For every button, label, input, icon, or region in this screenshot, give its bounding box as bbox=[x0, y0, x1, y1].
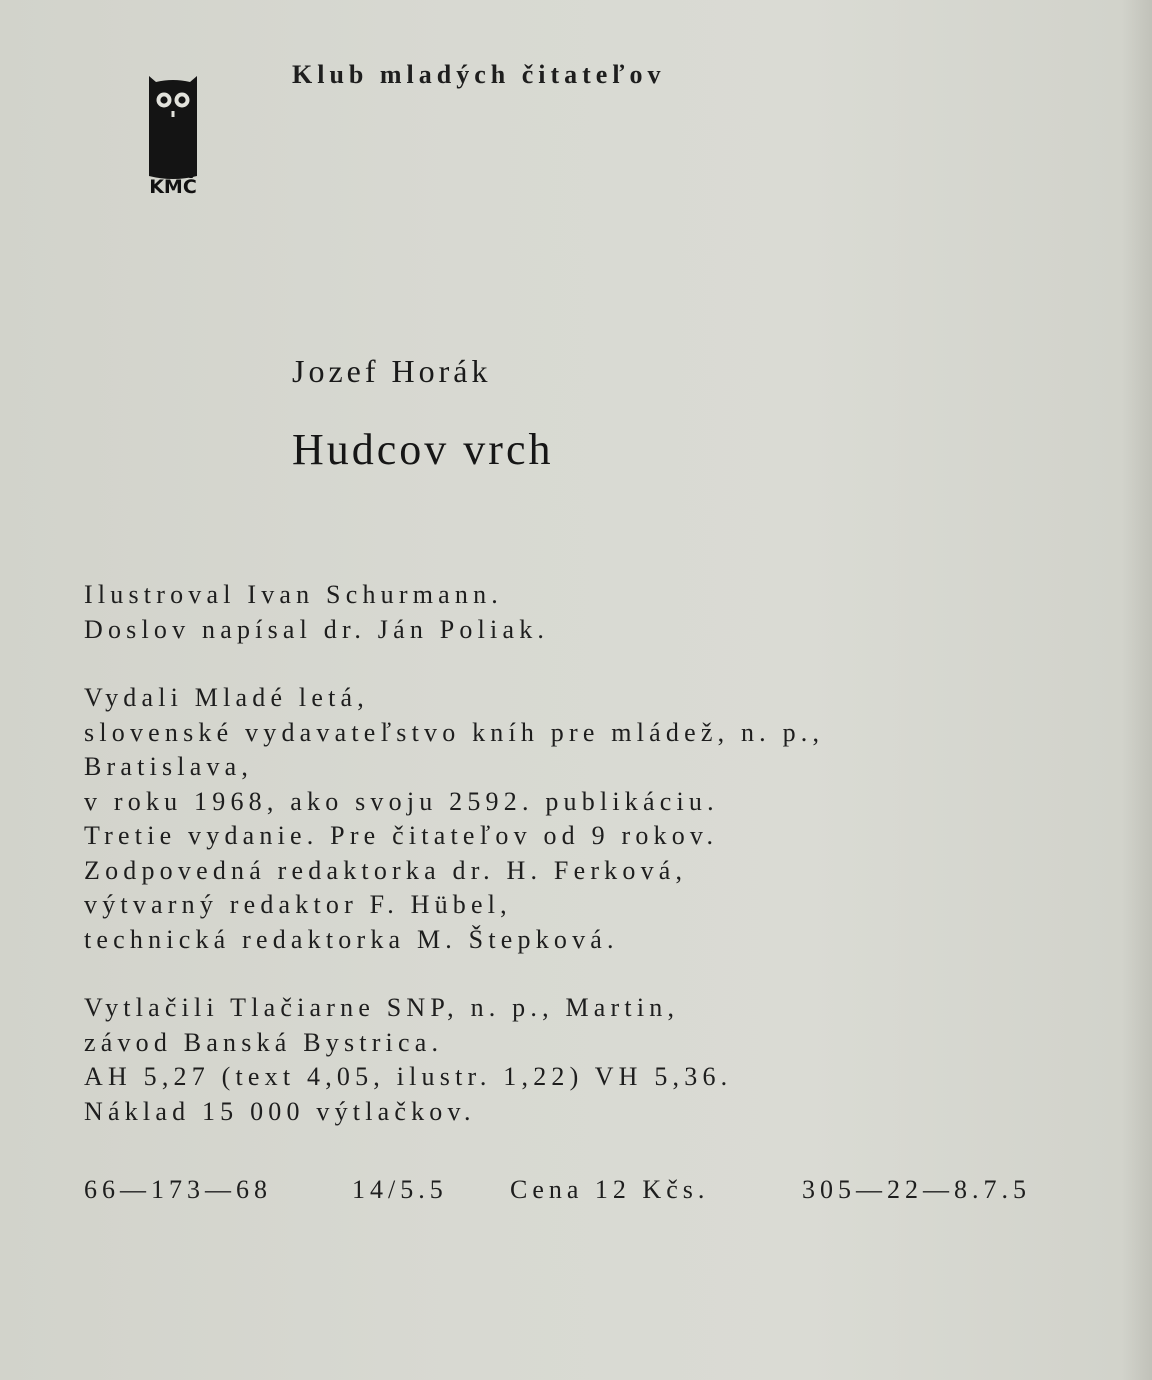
logo-label: KMČ bbox=[149, 176, 197, 198]
printing-line: Náklad 15 000 výtlačkov. bbox=[84, 1096, 476, 1126]
catalog-code: 66—173—68 bbox=[84, 1175, 272, 1204]
printing-line: Vytlačili Tlačiarne SNP, n. p., Martin, bbox=[84, 993, 680, 1022]
publication-line: Tretie vydanie. Pre čitateľov od 9 rokov. bbox=[84, 821, 719, 850]
credit-line-afterword: Doslov napísal dr. Ján Poliak. bbox=[84, 614, 550, 644]
publication-line: slovenské vydavateľstvo kníh pre mládež, n. p., bbox=[84, 717, 825, 747]
book-title: Hudcov vrch bbox=[292, 425, 554, 474]
publication-line: technická redaktorka M. Štepková. bbox=[84, 924, 619, 954]
publication-line: Zodpovedná redaktorka dr. H. Ferková, bbox=[84, 855, 688, 885]
printing-line: závod Banská Bystrica. bbox=[84, 1027, 444, 1057]
publication-line: Bratislava, bbox=[84, 752, 254, 781]
series-name: Klub mladých čitateľov bbox=[292, 60, 666, 89]
printing-line: AH 5,27 (text 4,05, ilustr. 1,22) VH 5,36. bbox=[84, 1062, 733, 1091]
page-shadow bbox=[1122, 0, 1152, 1380]
publication-line: Vydali Mladé letá, bbox=[84, 683, 369, 712]
colophon bbox=[84, 578, 824, 1129]
format-code: 14/5.5 bbox=[352, 1175, 448, 1204]
credit-line-illustrator: Ilustroval Ivan Schurmann. bbox=[84, 580, 503, 609]
classification-code: 305—22—8.7.5 bbox=[802, 1175, 1031, 1204]
price: Cena 12 Kčs. bbox=[510, 1175, 710, 1204]
author-name: Jozef Horák bbox=[292, 353, 492, 389]
publication-line: v roku 1968, ako svoju 2592. publikáciu. bbox=[84, 786, 719, 816]
publication-line: výtvarný redaktor F. Hübel, bbox=[84, 890, 512, 919]
